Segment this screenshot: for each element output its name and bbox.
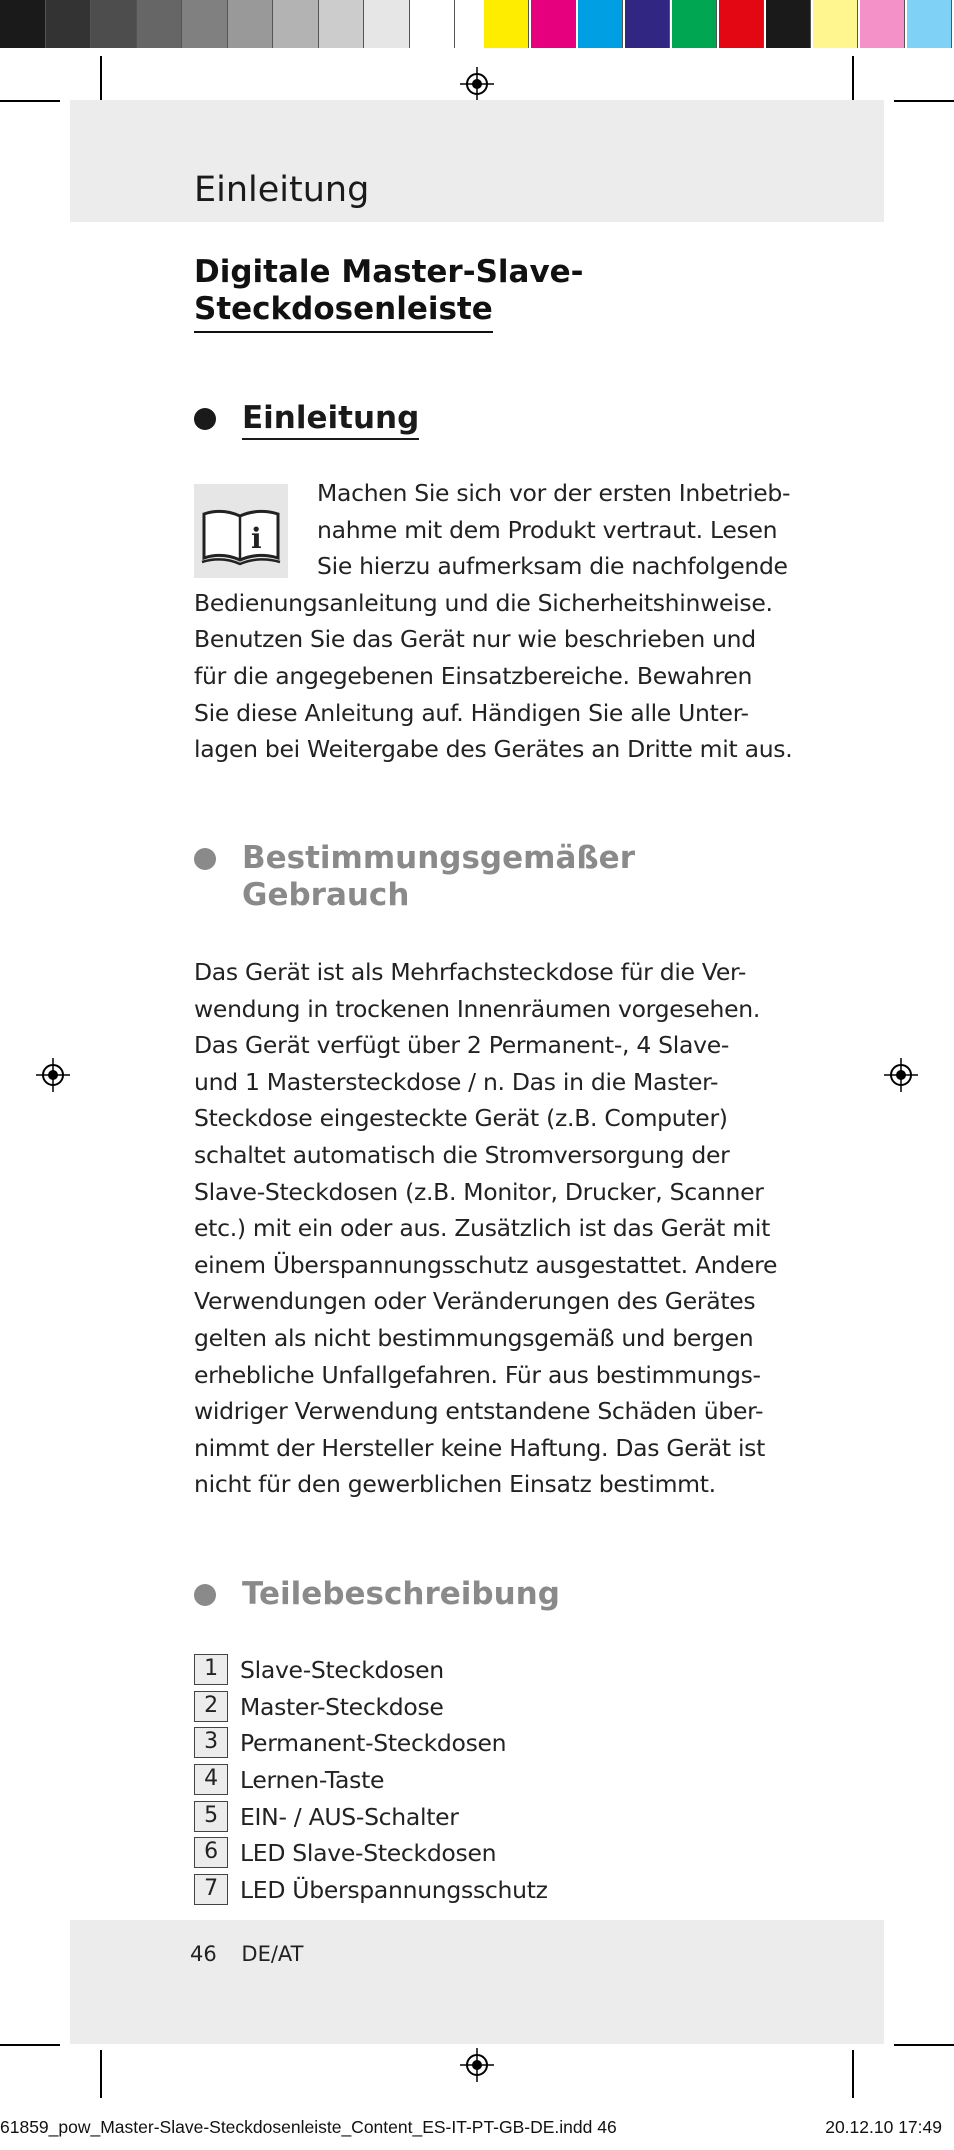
color-swatch xyxy=(531,0,576,48)
text-line: Sie diese Anleitung auf. Händigen Sie alle Unter- xyxy=(194,698,749,727)
page-number: 46 xyxy=(190,1942,217,1966)
gray-swatch xyxy=(137,0,183,48)
color-swatch xyxy=(860,0,905,48)
slug-date: 20.12.10 17:49 xyxy=(825,2117,942,2137)
text-line: schaltet automatisch die Stromversorgung der xyxy=(194,1140,730,1169)
color-swatch xyxy=(484,0,529,48)
document-title-line1: Digitale Master-Slave- xyxy=(194,254,584,290)
section-bullet xyxy=(194,408,216,430)
part-label: Slave-Steckdosen xyxy=(240,1656,444,1684)
gray-swatch xyxy=(319,0,365,48)
text-line: Bedienungsanleitung und die Sicherheitshinweise. xyxy=(194,588,773,617)
part-label: Master-Steckdose xyxy=(240,1692,444,1721)
section-gebrauch-body xyxy=(194,954,778,1503)
color-calibration-bar xyxy=(0,0,954,48)
color-swatch xyxy=(766,0,811,48)
registration-mark-icon xyxy=(460,67,494,101)
registration-mark-icon xyxy=(460,2048,494,2082)
page-header-title: Einleitung xyxy=(194,170,370,210)
text-line: nicht für den gewerblichen Einsatz bestimmt. xyxy=(194,1470,716,1499)
section-heading-line1: Bestimmungsgemäßer xyxy=(242,840,635,876)
svg-text:i: i xyxy=(251,522,262,555)
text-line: Das Gerät ist als Mehrfachsteckdose für die Ver- xyxy=(194,958,747,986)
text-line: Das Gerät verfügt über 2 Permanent-, 4 Slave- xyxy=(194,1031,730,1060)
part-label: EIN- / AUS-Schalter xyxy=(240,1802,459,1831)
section-heading-line2: Gebrauch xyxy=(242,877,410,913)
part-number: 7 xyxy=(194,1874,228,1905)
color-swatch xyxy=(625,0,670,48)
gray-swatch xyxy=(0,0,46,48)
color-swatch xyxy=(672,0,717,48)
color-swatch xyxy=(907,0,952,48)
text-line: nahme mit dem Produkt vertraut. Lesen xyxy=(317,515,778,544)
part-number: 2 xyxy=(194,1691,228,1722)
page-footer xyxy=(190,1942,322,1966)
color-swatch xyxy=(719,0,764,48)
locale-label: DE/AT xyxy=(241,1942,304,1966)
part-label: Lernen-Taste xyxy=(240,1766,385,1795)
crop-mark xyxy=(0,2044,60,2046)
document-title-line2: Steckdosenleiste xyxy=(194,291,493,333)
text-line: und 1 Mastersteckdose / n. Das in die Master- xyxy=(194,1067,719,1096)
print-slug xyxy=(0,2117,954,2138)
gray-swatch xyxy=(182,0,228,48)
slug-filename: 61859_pow_Master-Slave-Steckdosenleiste_Content_ES-IT-PT-GB-DE.indd 46 xyxy=(0,2117,617,2137)
part-number: 6 xyxy=(194,1837,228,1868)
text-line: Machen Sie sich vor der ersten Inbetrieb- xyxy=(317,479,791,507)
color-swatch xyxy=(813,0,858,48)
gray-swatch xyxy=(91,0,137,48)
crop-mark xyxy=(894,100,954,102)
section-bullet xyxy=(194,1584,216,1606)
text-line: wendung in trockenen Innenräumen vorgesehen. xyxy=(194,994,761,1023)
text-line: etc.) mit ein oder aus. Zusätzlich ist das Gerät mit xyxy=(194,1214,770,1243)
part-label: Permanent-Steckdosen xyxy=(240,1729,507,1758)
part-number: 4 xyxy=(194,1764,228,1795)
gray-swatch xyxy=(228,0,274,48)
part-number: 1 xyxy=(194,1654,228,1685)
gray-swatch xyxy=(46,0,92,48)
text-line: gelten als nicht bestimmungsgemäß und bergen xyxy=(194,1323,754,1352)
crop-mark xyxy=(100,2050,102,2098)
text-line: einem Überspannungsschutz ausgestattet. Andere xyxy=(194,1250,778,1279)
crop-mark xyxy=(100,56,102,104)
part-number: 3 xyxy=(194,1727,228,1758)
text-line: für die angegebenen Einsatzbereiche. Bewahren xyxy=(194,661,753,690)
text-line: Slave-Steckdosen (z.B. Monitor, Drucker, Scanner xyxy=(194,1177,764,1206)
section-heading-text: Teilebeschreibung xyxy=(242,1576,560,1612)
crop-mark xyxy=(852,2050,854,2098)
part-label: LED Slave-Steckdosen xyxy=(240,1839,497,1868)
document-title xyxy=(194,254,614,333)
crop-mark xyxy=(852,56,854,104)
section-bullet xyxy=(194,848,216,870)
text-line: nimmt der Hersteller keine Haftung. Das Gerät ist xyxy=(194,1433,766,1462)
text-line: erhebliche Unfallgefahren. Für aus bestimmungs- xyxy=(194,1360,761,1389)
gray-swatch xyxy=(410,0,456,48)
registration-mark-icon xyxy=(36,1058,70,1092)
footer-band xyxy=(70,1920,884,2044)
text-line: widriger Verwendung entstandene Schäden über- xyxy=(194,1397,764,1426)
text-line: lagen bei Weitergabe des Gerätes an Dritte mit aus. xyxy=(194,735,793,764)
section-heading-text: Einleitung xyxy=(242,400,419,440)
part-label: LED Überspannungsschutz xyxy=(240,1876,548,1905)
gray-swatch xyxy=(364,0,410,48)
crop-mark xyxy=(0,100,60,102)
registration-mark-icon xyxy=(884,1058,918,1092)
text-line: Sie hierzu aufmerksam die nachfolgende xyxy=(317,552,788,581)
text-line: Benutzen Sie das Gerät nur wie beschrieben und xyxy=(194,625,756,654)
text-line: Verwendungen oder Veränderungen des Gerätes xyxy=(194,1287,756,1316)
section-einleitung-body xyxy=(194,475,793,768)
text-line: Steckdose eingesteckte Gerät (z.B. Computer) xyxy=(194,1104,728,1133)
part-number: 5 xyxy=(194,1801,228,1832)
gray-swatch xyxy=(273,0,319,48)
crop-mark xyxy=(894,2044,954,2046)
header-band xyxy=(70,100,884,222)
color-swatch xyxy=(578,0,623,48)
